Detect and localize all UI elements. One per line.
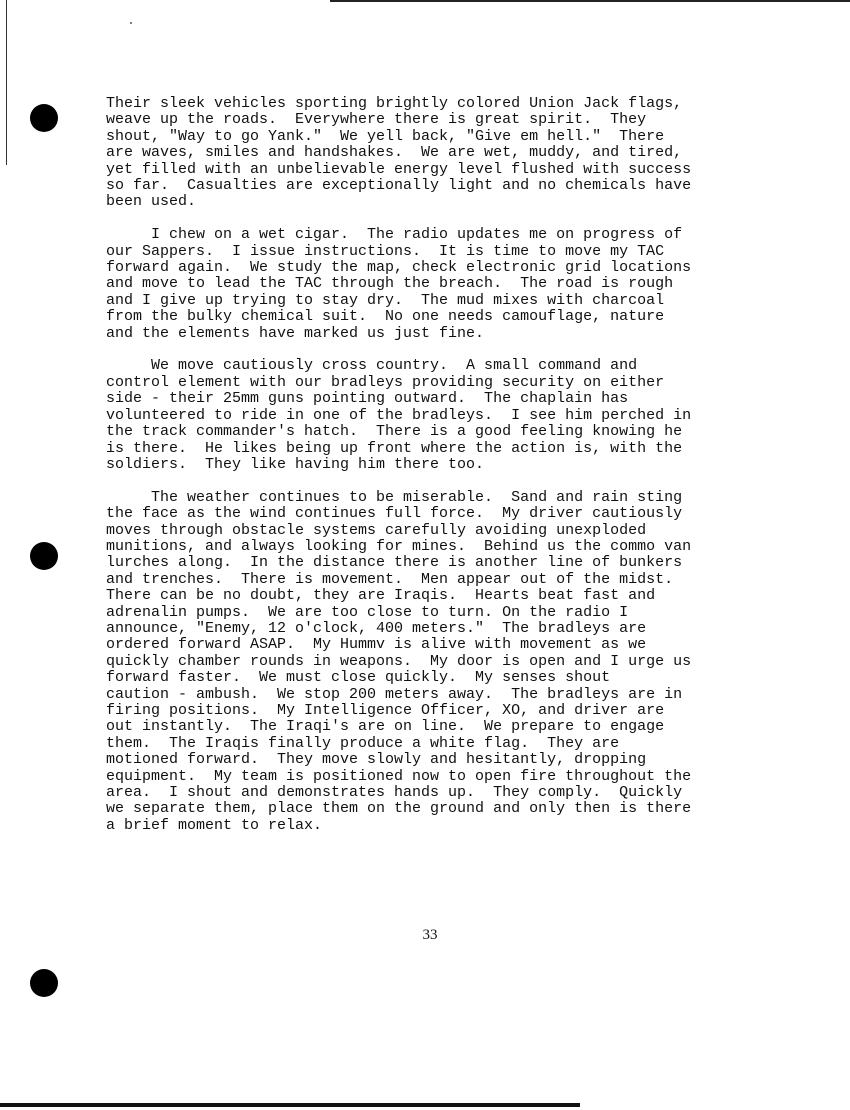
punch-hole-bottom — [30, 969, 58, 997]
scan-edge-bottom — [0, 1103, 580, 1107]
paragraph: The weather continues to be miserable. Sand and rain sting the face as the wind continues full force. My driver cautiously moves through obstacle systems carefully avoiding unexploded munitions, and always looking for mines. Behind us the commo van lurches along. In the distance there is another line of bunkers and trenches. There is movement. Men appear out of the midst. There can be no doubt, they are Iraqis. Hearts beat fast and adrenalin pumps. We are too close to turn. On the radio I announce, "Enemy, 12 o'clock, 400 meters." The bradleys are ordered forward ASAP. My Hummv is alive with movement as we quickly chamber rounds in weapons. My door is open and I urge us forward faster. We must close quickly. My senses shout caution - ambush. We stop 200 meters away. The bradleys are in firing positions. My Intelligence Officer, XO, and driver are out instantly. The Iraqi's are on line. We prepare to engage them. The Iraqis finally produce a white flag. They are motioned forward. They move slowly and hesitantly, dropping equipment. My team is positioned now to open fire throughout the area. I shout and demonstrates hands up. They comply. Quickly we separate them, place them on the ground and only then is there a brief moment to relax. — [106, 488, 692, 834]
punch-hole-top — [30, 104, 58, 132]
paragraph: We move cautiously cross country. A small command and control element with our bradleys providing security on either side - their 25mm guns pointing outward. The chaplain has volunteered to ride in one of the bradleys. I see him perched in the track commander's hatch. There is a good feeling knowing he is there. He likes being up front where the action is, with the soldiers. They like having him there too. — [106, 357, 692, 473]
scan-edge-left — [6, 0, 7, 165]
scan-edge-top — [330, 0, 850, 2]
page-number: 33 — [422, 927, 438, 943]
paragraph: I chew on a wet cigar. The radio updates me on progress of our Sappers. I issue instructions. It is time to move my TAC forward again. We study the map, check electronic grid locations and move to lead the TAC through the breach. The road is rough and I give up trying to stay dry. The mud mixes with charcoal from the bulky chemical suit. No one needs camouflage, nature and the elements have marked us just fine. — [106, 226, 692, 342]
paragraph: Their sleek vehicles sporting brightly colored Union Jack flags, weave up the roads. Everywhere there is great spirit. They shout, "Way to go Yank." We yell back, "Give em hell." There are waves, smiles and handshakes. We are wet, muddy, and tired, yet filled with an unbelievable energy level flushed with success so far. Casualties are exceptionally light and no chemicals have been used. — [106, 95, 692, 211]
punch-hole-middle — [30, 542, 58, 570]
scan-speck — [130, 22, 132, 24]
document-body — [106, 96, 766, 834]
